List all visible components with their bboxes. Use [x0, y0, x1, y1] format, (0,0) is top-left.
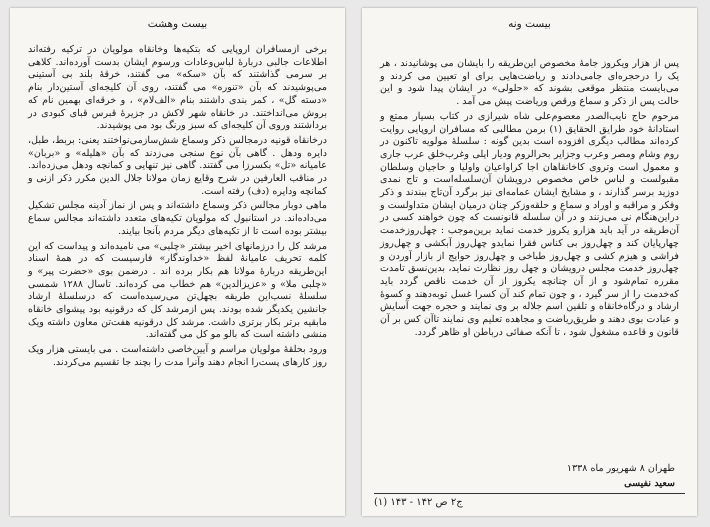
signature-date: طهران ۸ شهریور ماه ۱۳۳۸: [566, 463, 675, 474]
page-number-left: بیست وهشت: [147, 18, 208, 30]
footnote: (۱) ج۲ ص ۱۴۲ - ۱۴۳: [374, 497, 463, 508]
paragraph: درخانقاه قونیه درمجالس ذکر وسماع شش‌سازمی‌نواختند یعنی: بربط، طبل، دایره ودهل . گاهی بآن نوع سنجی می‌زدند که بآن «هلیله» و «بربان» عامیانه «تل» بکسرزا می گفتند. گاهی نیز تنهایی و کمانچه ودهل می‌زده‌اند. در مناقب العارفین در شرح وقایع زمان مولانا جلال الدین مکرر ذکر ازنی و کمانچه ودایره (دف) رفته است.: [28, 134, 327, 197]
footnote-divider: [374, 493, 685, 494]
paragraph: پس از هزار ویکروز جامهٔ مخصوص این‌طریقه را بایشان می پوشانیدند ، هر یک را درحجره‌ای جامی‌دادند و ریاضت‌هایی برای او تعیین می کردند و می‌بایست منتظر موقعی بشوند که «حلولی» در ایشان پیدا شود و این حالت پس از ذکر و سماع ورقص وریاضت پیش می آمد .: [380, 58, 679, 108]
left-page-body: [28, 44, 327, 372]
paragraph: برخی ازمسافران اروپایی که بتکیه‌ها وخانقاه مولویان در ترکیه رفته‌اند اطلاعات جالبی دربارهٔ لباس‌وعادات ورسوم ایشان بدست آورده‌اند. کلاهی بر سرمی گذاشتند که بآن «سکه» می گفتند، خرقهٔ بلند بی آستینی می‌پوشیدند که بآن «تنوره» می گفتند، روی آن کلیجه‌ای آستین‌دار بنام «دسته گل» ، کمر بندی داشتند بنام «الف‌لام» ، و خرقه‌ای بهمین نام که بروش می‌انداختند. در خانقاه شهر لاکش در جزیرهٔ قبرس قبای کبودی در برداشتند وروی آن کلیجه‌ای که سبز ورنگ بود می پوشیدند.: [28, 44, 327, 132]
paragraph: ماهی دوبار مجالس ذکر وسماع داشته‌اند و پس از نماز آدینه مجلس تشکیل می‌داده‌اند. در استانبول که مولویان تکیه‌های متعدد داشته‌اند مجالس سماع بیشتر بوده است تا از تکیه‌های دیگر مردم بآنجا بیایند.: [28, 200, 327, 237]
page-number-right: بیست ونه: [508, 18, 551, 30]
page-right: [362, 8, 697, 516]
paragraph: مرحوم حاج نایب‌الصدر معصوم‌علی شاه شیرازی در کتاب بسیار ممتع و استادانهٔ خود طرایق الحقایق (۱) برمن مطالبی که مسافران اروپایی روایت کرده‌اند مطالب دیگری افزوده است بدین گونه : سلسلهٔ مولویه تاکنون در روم وشام ومصر وعرب وجزایر بحرالروم ودیار ایلی وغرب‌خلق عرب جاری و معمول است وتروی کاخانقاهان اجا کراواعیان واولیا و حاجیان وسلطان مقبولست و لباس خاص مخصوص درویشان آن‌سلسله‌است و تاج نمدی دوزید برسر گذارند ، و مشایخ ایشان عمامه‌ای نیز برگرد آن‌تاج ببندند و ذکر وفکر و مراقبه و اوراد و سماع و حلقه‌وزکر چنان درمیان ایشان متداولست و دراین‌هنگام نی می‌زنند و در آن سلسله قانونست که چون خواهند کسی در آن‌طریقه در آید باید هزارو یکروز خدمت نماید برین‌موجب : چهل‌روزخدمت چهارپایان کند و چهل‌روز بی کناس فقرا نمایدو چهل‌روز آبکشی و چهل‌روز فراشی و هیزم کشی و چهل‌روز طباخی و چهل‌روز حوایج از بازار آوردن و چهل‌روز خدمت مجلس درویشان و چهل روز نظارت نماید، بدین‌نسق تامدت مقرره تمام‌شود و از آن چنانچه یکروز از آن خدمت ناقص گردد باید که‌خدمت را از سر گیرد ، و چون تمام کند آن کسرا غسل توبه‌دهند و کسوهٔ ارشاد و درگاه‌خانقاه و تلقین اسم جلاله بر وی نمایند و حجره جهت آسایش و عبادت بوی دهند و طریق‌ریاضت و مجاهده تعلیم وی نمایند تاآن کس بر آن قانون و قاعده مشغول شود ، تا آنکه صفائی درباطن او ظاهر گردد.: [380, 110, 680, 338]
signature-name: سعید نفیسی: [624, 478, 675, 489]
right-page-body: [380, 58, 679, 341]
paragraph: مرشد کل را درزمانهای اخیر بیشتر «چلبی» می نامیده‌اند و پیداست که این کلمه تحریف عامیانهٔ لفظ «خداوندگار» فارسیست که در همهٔ اسناد این‌طریقه دربارهٔ مولانا هم بکار برده اند . درضمن بوی «حضرت پیر» و «چلبی ملا» و «عزیزالدین» هم خطاب می کرده‌اند. تاسال ۱۲۸۸ شمسی سلسلهٔ نسب‌این طریقه بچهل‌تن می‌رسیده‌است که درسلسلهٔ ارشاد جانشین یکدیگر شده بودند. پس ازمرشد کل که درقونیه بود پیشوای خانقاه مابقیه برتر بکار برتری داشت. مرشد کل درقونیه هفت‌تن معاون داشته ویک منشی داشته است که بالو مو کل می گفته‌اند.: [28, 240, 327, 341]
paragraph: ورود بحلقهٔ مولویان مراسم و آیین‌خاصی داشته‌است . می بایستی هزار ویک روز کارهای پست‌را انجام دهند وآنرا مدت را بچند جا تقسیم می‌کردند.: [28, 344, 327, 368]
page-left: [10, 8, 345, 516]
